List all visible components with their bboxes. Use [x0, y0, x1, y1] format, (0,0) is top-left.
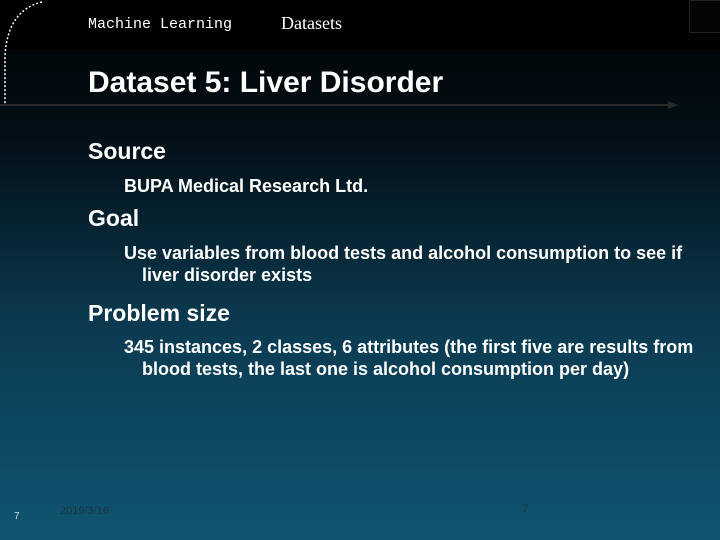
header-course-title: Machine Learning	[88, 16, 233, 33]
section-heading-source: Source	[88, 138, 166, 164]
footer-date: 2019/3/16	[60, 505, 109, 517]
section-heading-goal: Goal	[88, 205, 140, 231]
section-text-problem-size: 345 instances, 2 classes, 6 attributes (the first five are results from blood tests, the last one is alcohol consumption per day)	[124, 337, 694, 379]
section-heading-problem-size: Problem size	[88, 300, 230, 326]
section-text-source: BUPA Medical Research Ltd.	[124, 176, 369, 196]
section-text-goal: Use variables from blood tests and alcohol consumption to see if liver disorder exists	[124, 243, 683, 285]
header-topic: Datasets	[281, 13, 342, 33]
title-arrow-rule	[0, 98, 720, 112]
corner-square	[689, 0, 720, 33]
slide-title: Dataset 5: Liver Disorder	[88, 66, 444, 99]
footer-slide-number-center: 7	[522, 503, 529, 515]
decorative-curve	[0, 0, 60, 110]
footer-slide-number-left: 7	[14, 511, 20, 522]
